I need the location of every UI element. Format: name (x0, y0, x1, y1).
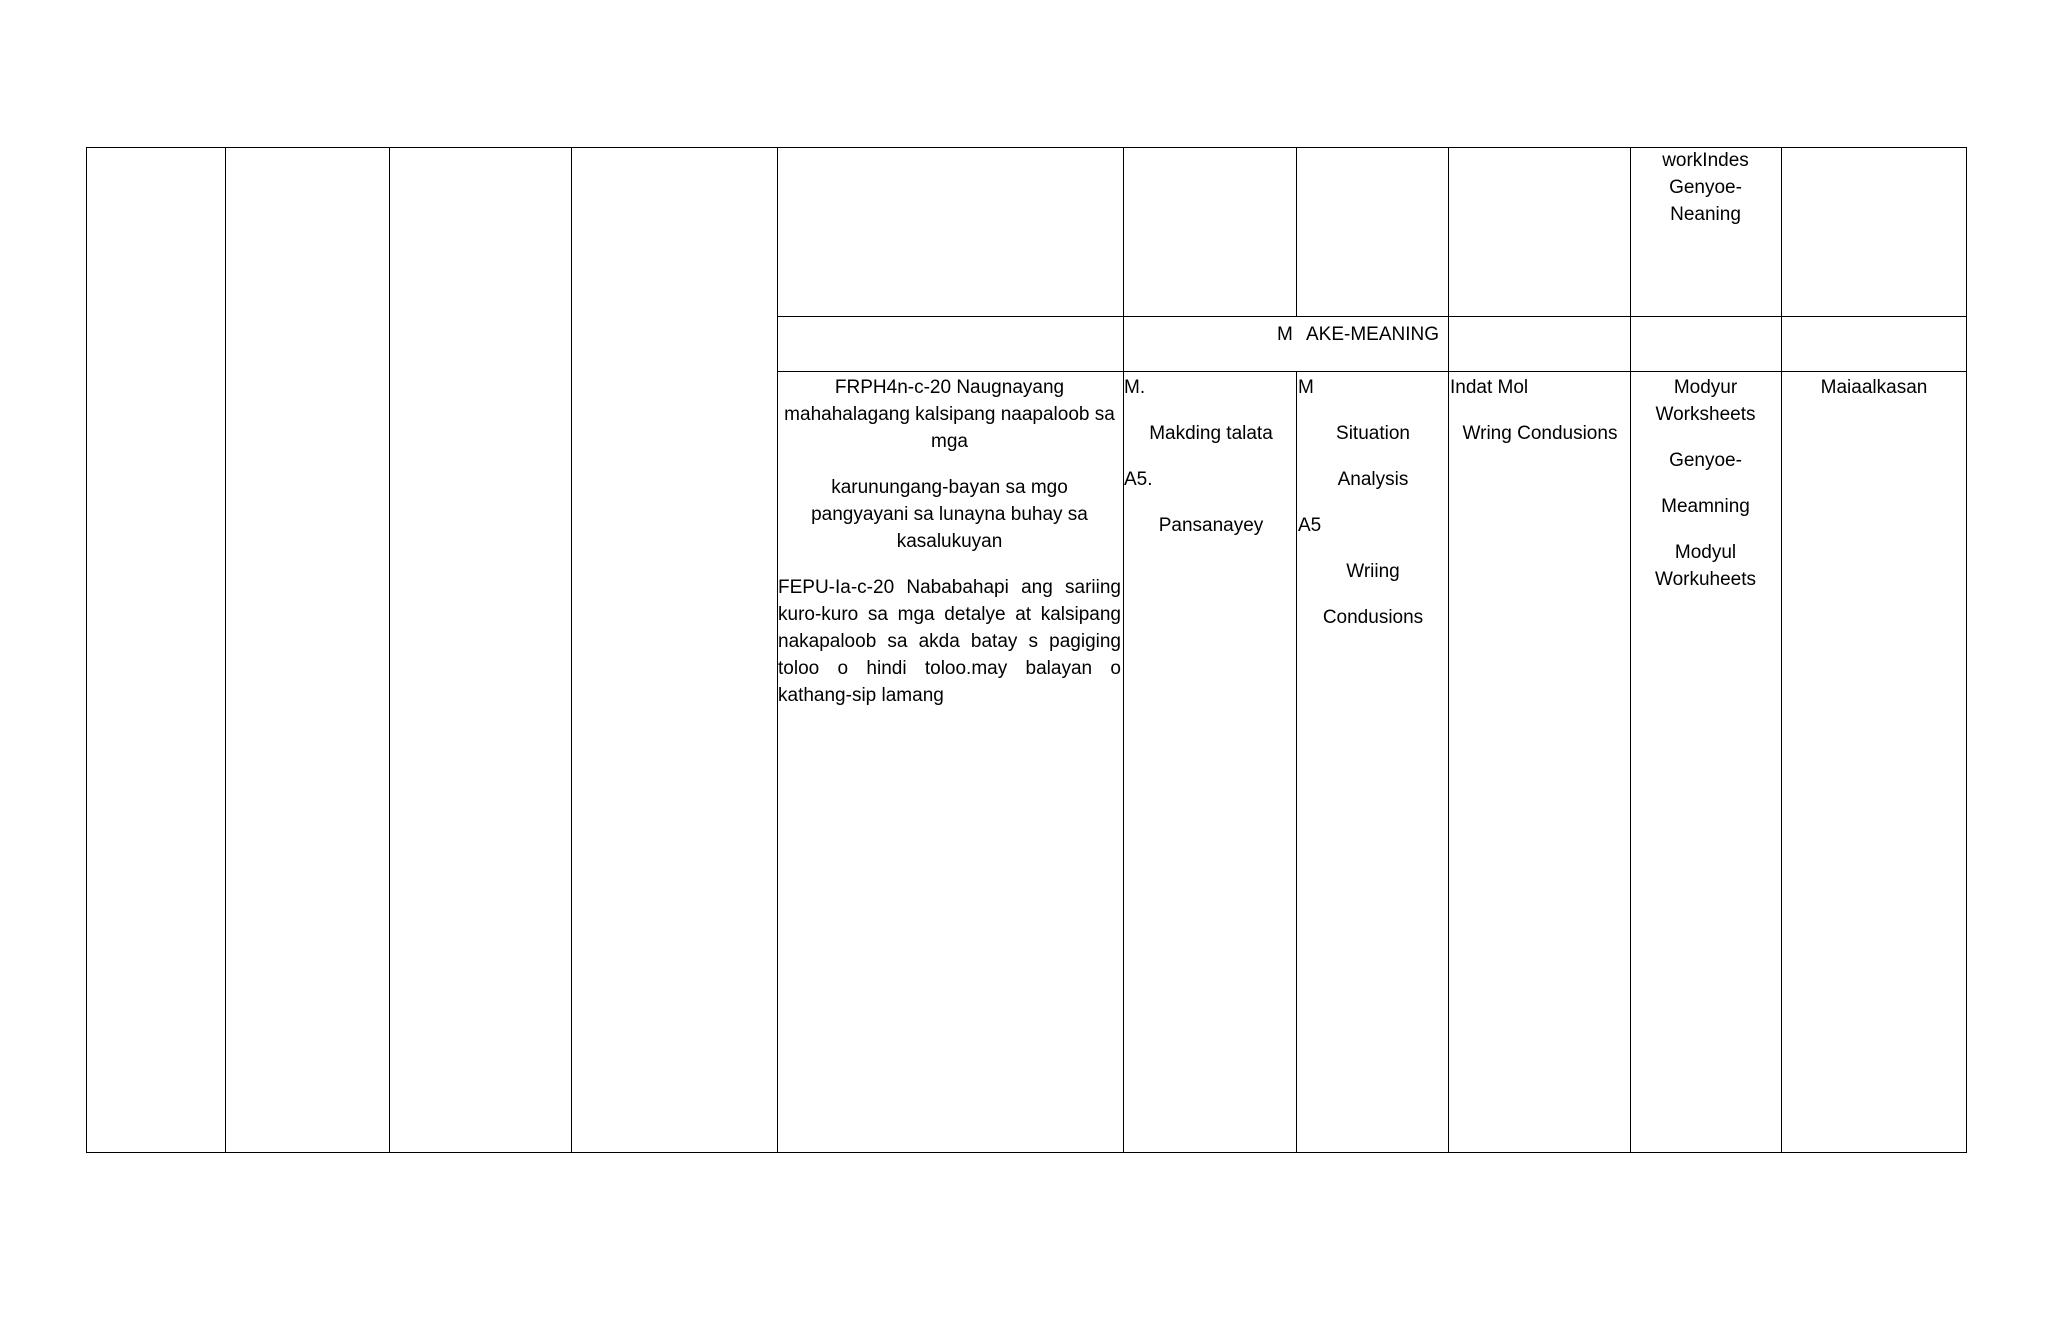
strategy-item: Wriing (1346, 561, 1400, 582)
strategy-item: Analysis (1337, 469, 1409, 490)
text-line: kasalukuyan (896, 531, 1003, 552)
materials-item (1630, 374, 1781, 428)
text-line: Workuheets (1654, 569, 1757, 590)
materials-item: Genyoe- (1669, 450, 1742, 471)
text-line: Genyoe- (1669, 177, 1742, 198)
assessment-line: Wring Condusions (1462, 423, 1618, 444)
text-line: mahahalagang kalsipang naapaloob sa (784, 404, 1115, 425)
text-line: workIndes (1662, 150, 1749, 171)
column-divider (1296, 372, 1297, 1153)
row-divider (777, 371, 1967, 372)
text-line: pangyayani sa lunayna buhay sa (811, 504, 1088, 525)
materials-item: Meamning (1661, 496, 1750, 517)
values-item: Maiaalkasan (1820, 377, 1928, 398)
row-divider (777, 316, 1967, 317)
strategy-item: Condusions (1322, 607, 1424, 628)
competency-cell (778, 374, 1121, 709)
text-line: Worksheets (1655, 404, 1756, 425)
text-line: Neaning (1670, 204, 1741, 225)
text-line: FRPH4n-c-20 Naugnayang (834, 377, 1065, 398)
text-line: Modyul (1674, 542, 1737, 563)
column-divider (389, 147, 390, 1153)
strategy-marker: M (1298, 377, 1314, 398)
content-marker: A5. (1124, 469, 1153, 490)
column-divider (1123, 147, 1124, 1153)
materials-item (1630, 539, 1781, 593)
strategy-marker: A5 (1298, 515, 1322, 536)
column-divider (571, 147, 572, 1153)
section-label-prefix: M (1277, 324, 1293, 345)
column-divider (225, 147, 226, 1153)
competency-paragraph: FEPU-Ia-c-20 Nababahapi ang sariing kuro-kuro sa mga detalye at kalsipang nakapaloob sa akda batay s pagiging toloo o hindi toloo.may balayan o kathang-sip lamang (778, 577, 1121, 706)
competency-paragraph (778, 474, 1121, 555)
section-label: AKE-MEANING (1306, 324, 1440, 345)
text-line: mga (931, 431, 968, 452)
content-item: Pansanayey (1158, 515, 1264, 536)
column-divider (1296, 147, 1297, 317)
assessment-line: Indat Mol (1450, 377, 1529, 398)
column-divider (1448, 147, 1449, 1153)
content-item: Makding talata (1149, 423, 1273, 444)
text-line: karunungang-bayan sa mgo (831, 477, 1068, 498)
strategy-item: Situation (1336, 423, 1410, 444)
text-line: Modyur (1673, 377, 1738, 398)
column-divider (1630, 147, 1631, 1153)
competency-paragraph (778, 374, 1121, 455)
top-materials-cell (1630, 147, 1781, 228)
content-marker: M. (1124, 377, 1146, 398)
column-divider (1781, 147, 1782, 1153)
